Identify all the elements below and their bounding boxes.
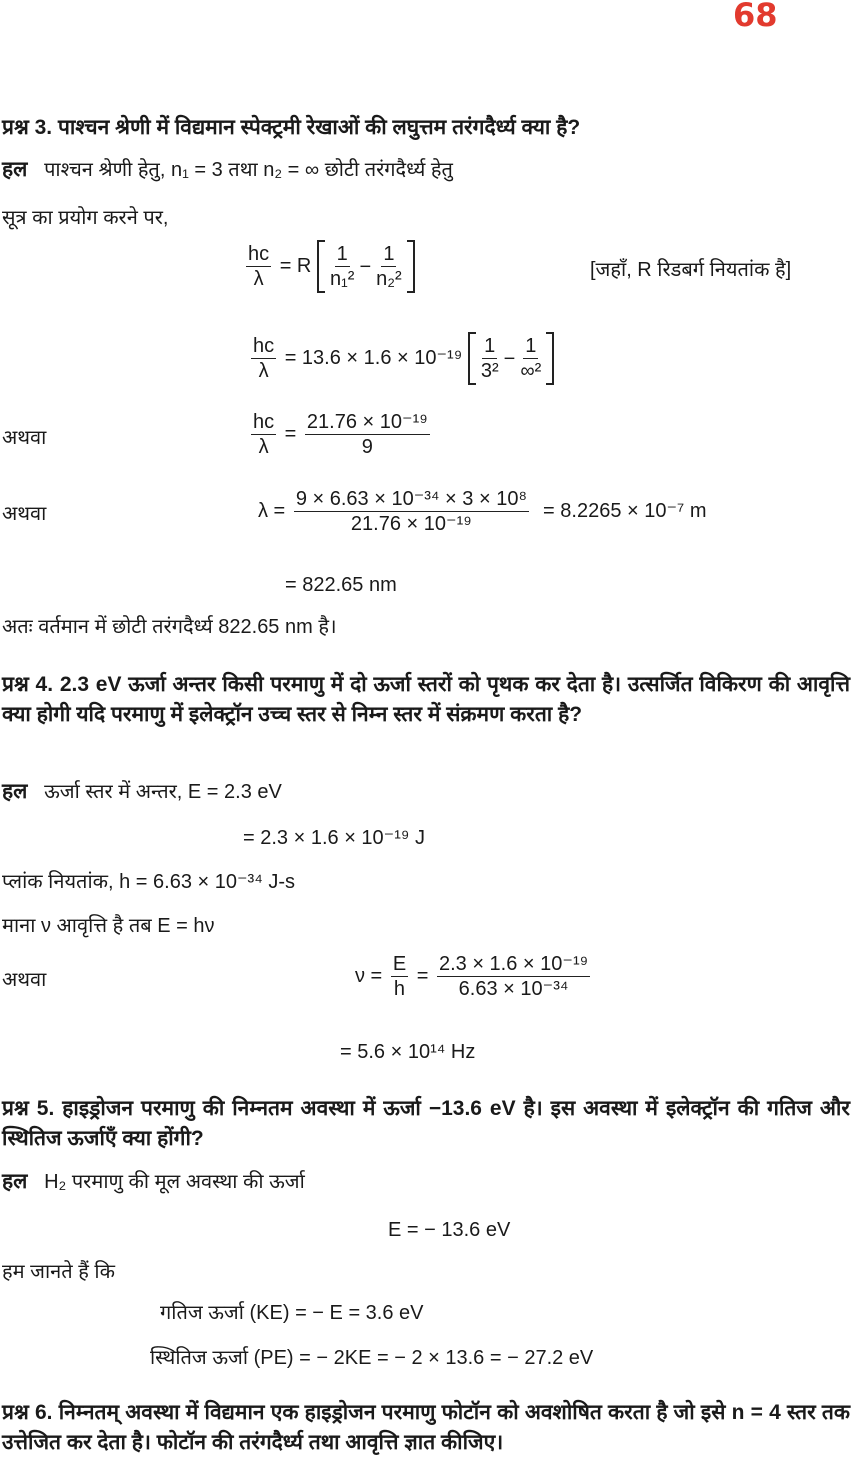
solution-text: H₂ परमाणु की मूल अवस्था की ऊर्जा — [44, 1171, 305, 1193]
numerator: hc — [253, 411, 275, 433]
equation: = 2.3 × 1.6 × 10⁻¹⁹ J — [243, 827, 426, 849]
question-4 — [2, 670, 850, 730]
question-text: निम्नतम् अवस्था में विद्यमान एक हाइड्रोजन परमाणु फोटॉन को अवशोषित करता है जो इसे n = 4 स्तर तक उत्तेजित कर देता है। फोटॉन की तरंगदैर्ध्य तथा आवृत्ति ज्ञात कीजिए। — [2, 1401, 850, 1454]
or-label: अथवा — [2, 969, 47, 991]
denominator: n₁² — [329, 268, 355, 290]
or-label: अथवा — [2, 427, 47, 449]
numerator: 1 — [484, 335, 496, 357]
question-5 — [2, 1094, 850, 1154]
solution-label: हल — [2, 158, 28, 181]
solution-text: ऊर्जा स्तर में अन्तर, E = 2.3 eV — [44, 781, 282, 803]
denominator: 3² — [480, 360, 499, 382]
equation-term: λ = — [258, 499, 286, 522]
solution-text: पाश्चन श्रेणी हेतु, n₁ = 3 तथा n₂ = ∞ छोटी तरंगदैर्ध्य हेतु — [44, 159, 453, 181]
denominator: 9 — [361, 436, 373, 458]
denominator: λ — [253, 268, 264, 290]
page-number: 68 — [733, 0, 778, 34]
or-label: अथवा — [2, 503, 47, 525]
question-label: प्रश्न 5. — [2, 1097, 55, 1120]
equation-term: = 13.6 × 1.6 × 10⁻¹⁹ — [284, 346, 463, 369]
numerator: 9 × 6.63 × 10⁻³⁴ × 3 × 10⁸ — [295, 488, 527, 510]
numerator: 1 — [525, 335, 537, 357]
solution-label: हल — [2, 1170, 28, 1193]
denominator: λ — [258, 360, 269, 382]
numerator: 21.76 × 10⁻¹⁹ — [306, 411, 428, 433]
numerator: hc — [253, 335, 275, 357]
question-text: 2.3 eV ऊर्जा अन्तर किसी परमाणु में दो ऊर्जा स्तरों को पृथक कर देता है। उत्सर्जित विकिरण की आवृत्ति क्या होगी यदि परमाणु में इलेक्ट्रॉन उच्च स्तर से निम्न स्तर में संक्रमण करता है? — [2, 673, 850, 726]
frequency-relation: माना ν आवृत्ति है तब E = hν — [2, 915, 215, 937]
equation-term: = R — [279, 254, 312, 277]
numerator: 1 — [336, 243, 348, 265]
operator: − — [359, 255, 372, 278]
solution-label: हल — [2, 780, 28, 803]
denominator: λ — [258, 436, 269, 458]
potential-energy: स्थितिज ऊर्जा (PE) = − 2KE = − 2 × 13.6 = − 27.2 eV — [150, 1347, 594, 1369]
equation-1 — [243, 240, 415, 293]
denominator: 6.63 × 10⁻³⁴ — [458, 978, 569, 1000]
frequency-result: = 5.6 × 10¹⁴ Hz — [340, 1041, 476, 1063]
denominator: ∞² — [520, 360, 542, 382]
solution-line — [2, 158, 453, 182]
equation-term: ν = — [355, 964, 383, 987]
planck-constant: प्लांक नियतांक, h = 6.63 × 10⁻³⁴ J-s — [2, 871, 296, 893]
numerator: hc — [248, 243, 270, 265]
conclusion: अतः वर्तमान में छोटी तरंगदैर्ध्य 822.65 nm है। — [2, 616, 337, 638]
numerator: 1 — [383, 243, 395, 265]
question-3 — [2, 116, 580, 140]
question-label: प्रश्न 4. — [2, 673, 54, 696]
question-text: हाइड्रोजन परमाणु की निम्नतम अवस्था में ऊर्जा −13.6 eV है। इस अवस्था में इलेक्ट्रॉन की गतिज और स्थितिज ऊर्जाएँ क्या होंगी? — [2, 1097, 850, 1150]
numerator: E — [392, 953, 407, 975]
formula-intro: सूत्र का प्रयोग करने पर, — [2, 207, 169, 229]
operator: − — [503, 347, 516, 370]
equation-2 — [248, 332, 554, 385]
denominator: n₂² — [376, 268, 402, 290]
question-text: पाश्चन श्रेणी में विद्यमान स्पेक्ट्रमी रेखाओं की लघुत्तम तरंगदैर्ध्य क्या है? — [58, 116, 581, 139]
solution-line — [2, 1170, 305, 1194]
question-label: प्रश्न 3. — [2, 116, 53, 139]
denominator: 21.76 × 10⁻¹⁹ — [350, 513, 472, 535]
equation-4 — [258, 487, 707, 536]
denominator: h — [393, 978, 406, 1000]
rydberg-note: [जहाँ, R रिडबर्ग नियतांक है] — [590, 259, 792, 281]
known-text: हम जानते हैं कि — [2, 1261, 115, 1283]
kinetic-energy: गतिज ऊर्जा (KE) = − E = 3.6 eV — [160, 1302, 424, 1324]
equation-5: = 822.65 nm — [285, 574, 397, 596]
question-6 — [2, 1398, 850, 1458]
frequency-equation: ν = $\frac{E}{h}$ = $\frac{\text{2.3 × 1.6 × 10⁻¹⁹}}{\text{6.63 × 10⁻³⁴}}$ — [355, 953, 589, 1000]
equation-result: = 8.2265 × 10⁻⁷ m — [543, 499, 707, 522]
equation-3: $\frac{hc}{\lambda}$ = $\frac{\text{21.76 × 10⁻¹⁹}}{9}$ — [253, 411, 428, 458]
solution-line — [2, 780, 282, 804]
numerator: 2.3 × 1.6 × 10⁻¹⁹ — [438, 953, 589, 975]
energy-equation: E = − 13.6 eV — [388, 1219, 511, 1241]
question-label: प्रश्न 6. — [2, 1401, 53, 1424]
